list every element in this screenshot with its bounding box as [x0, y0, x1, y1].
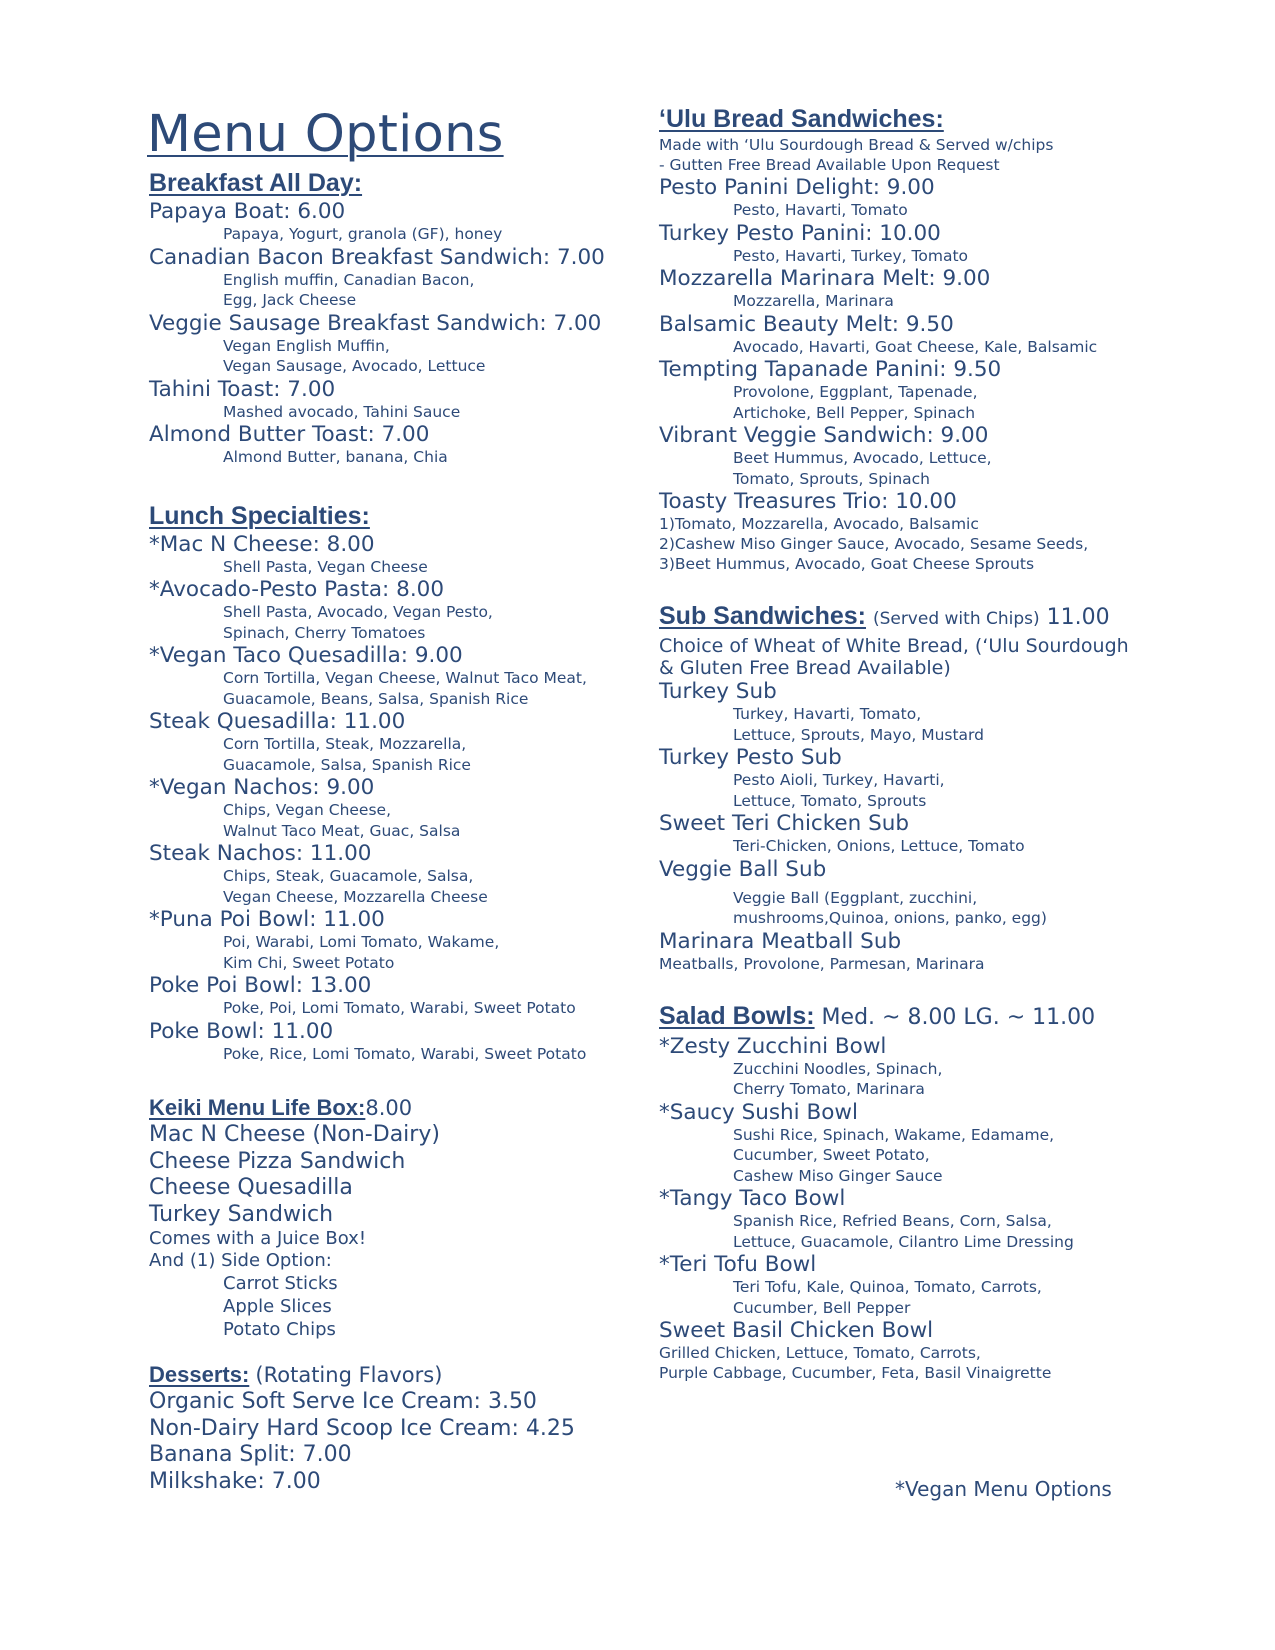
item-desc: Guacamole, Salsa, Spanish Rice — [223, 755, 471, 774]
item-desc: Spanish Rice, Refried Beans, Corn, Salsa, — [733, 1212, 1052, 1230]
item-name: Steak Nachos: 11.00 — [149, 841, 372, 866]
item-desc: Teri-Chicken, Onions, Lettuce, Tomato — [733, 837, 1025, 855]
keiki-heading: Keiki Menu Life Box:8.00 — [149, 1095, 413, 1120]
trio-line: 1)Tomato, Mozzarella, Avocado, Balsamic — [659, 515, 979, 533]
menu-item — [659, 1318, 1229, 1383]
item-name: Turkey Pesto Panini: 10.00 — [659, 220, 941, 246]
item-name: *Vegan Taco Quesadilla: 9.00 — [149, 643, 463, 668]
ulu-note: Made with ‘Ulu Sourdough Bread & Served w/chips — [659, 136, 1054, 154]
keiki-item: Cheese Quesadilla — [149, 1175, 353, 1200]
keiki-item: Cheese Pizza Sandwich — [149, 1148, 406, 1174]
item-name: Sweet Teri Chicken Sub — [659, 811, 910, 836]
menu-item — [149, 1019, 619, 1065]
item-desc: Beet Hummus, Avocado, Lettuce, — [733, 449, 992, 467]
item-name: *Mac N Cheese: 8.00 — [149, 531, 375, 557]
item-desc: Pesto, Havarti, Turkey, Tomato — [733, 246, 969, 265]
item-name: Pesto Panini Delight: 9.00 — [659, 175, 935, 200]
item-name: *Zesty Zucchini Bowl — [659, 1033, 887, 1059]
keiki-section — [149, 1094, 619, 1341]
item-name: *Vegan Nachos: 9.00 — [149, 775, 375, 800]
item-name: Balsamic Beauty Melt: 9.50 — [659, 311, 954, 337]
lunch-section — [149, 500, 619, 1065]
menu-item — [659, 489, 1229, 574]
salads-section — [659, 1000, 1229, 1384]
menu-item — [149, 422, 619, 468]
item-desc: Papaya, Yogurt, granola (GF), honey — [223, 225, 503, 243]
item-name: *Avocado-Pesto Pasta: 8.00 — [149, 577, 445, 602]
item-desc: Corn Tortilla, Steak, Mozzarella, — [223, 735, 467, 753]
menu-item — [149, 532, 619, 578]
subs-heading: Sub Sandwiches: (Served with Chips) 11.00 — [659, 602, 1110, 630]
keiki-item: Mac N Cheese (Non-Dairy) — [149, 1122, 440, 1147]
trio-line: 2)Cashew Miso Ginger Sauce, Avocado, Sesame Seeds, — [659, 535, 1089, 553]
keiki-item: Turkey Sandwich — [149, 1201, 334, 1227]
item-desc: Mozzarella, Marinara — [733, 292, 894, 310]
item-desc: Shell Pasta, Vegan Cheese — [223, 557, 428, 576]
lunch-heading: Lunch Specialties: — [149, 501, 370, 530]
item-name: Veggie Ball Sub — [659, 856, 827, 882]
item-desc: Shell Pasta, Avocado, Vegan Pesto, — [223, 603, 493, 621]
item-desc: Pesto Aioli, Turkey, Havarti, — [733, 771, 945, 789]
keiki-side: Potato Chips — [223, 1319, 336, 1340]
menu-item — [149, 709, 619, 775]
item-desc: Sushi Rice, Spinach, Wakame, Edamame, — [733, 1125, 1055, 1144]
dessert-item: Non-Dairy Hard Scoop Ice Cream: 4.25 — [149, 1415, 575, 1441]
subs-section — [659, 600, 1229, 974]
item-name: Steak Quesadilla: 11.00 — [149, 709, 406, 734]
menu-item — [149, 199, 619, 245]
item-desc: Lettuce, Tomato, Sprouts — [733, 791, 927, 810]
ulu-heading: ‘Ulu Bread Sandwiches: — [659, 105, 944, 133]
item-desc: Lettuce, Guacamole, Cilantro Lime Dressing — [733, 1232, 1074, 1251]
item-name: Mozzarella Marinara Melt: 9.00 — [659, 266, 991, 291]
subs-note: & Gluten Free Bread Available) — [659, 657, 951, 679]
menu-item — [149, 775, 619, 841]
item-name: Poke Bowl: 11.00 — [149, 1018, 334, 1044]
subs-served: (Served with Chips) — [872, 609, 1040, 629]
menu-item — [149, 907, 619, 973]
item-desc: Teri Tofu, Kale, Quinoa, Tomato, Carrots, — [733, 1278, 1042, 1296]
menu-item — [149, 377, 619, 423]
salads-prices: Med. ~ 8.00 LG. ~ 11.00 — [821, 1004, 1096, 1030]
breakfast-section — [149, 167, 619, 468]
keiki-note: And (1) Side Option: — [149, 1250, 332, 1271]
item-desc: Guacamole, Beans, Salsa, Spanish Rice — [223, 689, 529, 708]
menu-item — [659, 312, 1229, 358]
item-name: Papaya Boat: 6.00 — [149, 199, 346, 224]
menu-item — [659, 357, 1229, 423]
item-desc: Poi, Warabi, Lomi Tomato, Wakame, — [223, 933, 500, 951]
right-column — [659, 103, 1229, 1383]
item-desc: Chips, Vegan Cheese, — [223, 801, 392, 819]
item-name: *Saucy Sushi Bowl — [659, 1099, 858, 1125]
keiki-side: Carrot Sticks — [223, 1273, 338, 1294]
menu-item — [149, 973, 619, 1019]
ulu-note: - Gutten Free Bread Available Upon Request — [659, 156, 1000, 174]
menu-item — [149, 841, 619, 907]
item-desc: Avocado, Havarti, Goat Cheese, Kale, Balsamic — [733, 337, 1098, 356]
menu-item — [659, 423, 1229, 489]
menu-item — [659, 266, 1229, 312]
vegan-footnote: *Vegan Menu Options — [895, 1477, 1112, 1501]
menu-item — [659, 221, 1229, 267]
menu-item — [149, 577, 619, 643]
item-desc: Veggie Ball (Eggplant, zucchini, — [733, 888, 978, 907]
item-desc: Provolone, Eggplant, Tapenade, — [733, 383, 978, 401]
item-desc: Vegan Sausage, Avocado, Lettuce — [223, 357, 486, 375]
item-name: *Puna Poi Bowl: 11.00 — [149, 907, 385, 932]
ulu-section — [659, 103, 1229, 574]
item-desc: Walnut Taco Meat, Guac, Salsa — [223, 821, 461, 840]
keiki-note: Comes with a Juice Box! — [149, 1228, 367, 1249]
item-desc: Cucumber, Sweet Potato, — [733, 1146, 930, 1164]
subs-note: Choice of Wheat of White Bread, (‘Ulu Sourdough — [659, 635, 1129, 657]
item-name: Tahini Toast: 7.00 — [149, 376, 336, 402]
menu-item — [659, 1252, 1229, 1318]
item-desc: English muffin, Canadian Bacon, — [223, 270, 475, 289]
menu-item — [659, 1100, 1229, 1187]
salads-heading: Salad Bowls: Med. ~ 8.00 LG. ~ 11.00 — [659, 1001, 1096, 1030]
item-desc: mushrooms,Quinoa, onions, panko, egg) — [733, 909, 1047, 927]
item-desc: Chips, Steak, Guacamole, Salsa, — [223, 867, 474, 885]
subs-price: 11.00 — [1046, 605, 1110, 630]
keiki-price: 8.00 — [365, 1096, 413, 1120]
item-desc: Pesto, Havarti, Tomato — [733, 201, 908, 219]
dessert-item: Milkshake: 7.00 — [149, 1468, 321, 1494]
item-desc: Artichoke, Bell Pepper, Spinach — [733, 403, 976, 422]
menu-item — [659, 175, 1229, 221]
left-column — [149, 105, 619, 1495]
item-desc: Corn Tortilla, Vegan Cheese, Walnut Taco Meat, — [223, 669, 587, 687]
item-name: *Teri Tofu Bowl — [659, 1252, 817, 1277]
desserts-section — [149, 1361, 619, 1495]
desserts-heading: Desserts: (Rotating Flavors) — [149, 1362, 443, 1387]
item-desc: Kim Chi, Sweet Potato — [223, 953, 395, 972]
keiki-side: Apple Slices — [223, 1296, 332, 1317]
item-name: Canadian Bacon Breakfast Sandwich: 7.00 — [149, 244, 605, 270]
item-desc: Tomato, Sprouts, Spinach — [733, 469, 931, 488]
item-desc: Turkey, Havarti, Tomato, — [733, 705, 922, 723]
item-desc: Lettuce, Sprouts, Mayo, Mustard — [733, 725, 984, 744]
menu-item — [659, 929, 1229, 974]
item-desc: Vegan Cheese, Mozzarella Cheese — [223, 887, 488, 906]
trio-line: 3)Beet Hummus, Avocado, Goat Cheese Sprouts — [659, 555, 1035, 573]
item-desc: Cashew Miso Ginger Sauce — [733, 1166, 943, 1185]
menu-item — [659, 857, 1229, 929]
item-desc: Cucumber, Bell Pepper — [733, 1298, 911, 1317]
desserts-note: (Rotating Flavors) — [255, 1363, 443, 1387]
item-name: Almond Butter Toast: 7.00 — [149, 422, 430, 447]
item-desc: Vegan English Muffin, — [223, 336, 390, 355]
item-desc: Poke, Rice, Lomi Tomato, Warabi, Sweet Potato — [223, 1044, 587, 1063]
item-desc: Egg, Jack Cheese — [223, 291, 357, 309]
item-desc: Poke, Poi, Lomi Tomato, Warabi, Sweet Potato — [223, 999, 576, 1017]
item-desc: Cherry Tomato, Marinara — [733, 1080, 925, 1098]
item-desc: Zucchini Noodles, Spinach, — [733, 1059, 943, 1078]
menu-item — [659, 811, 1229, 857]
item-desc: Spinach, Cherry Tomatoes — [223, 623, 426, 642]
item-name: Poke Poi Bowl: 13.00 — [149, 973, 372, 998]
item-desc: Meatballs, Provolone, Parmesan, Marinara — [659, 954, 985, 973]
item-name: Marinara Meatball Sub — [659, 928, 902, 954]
menu-item — [149, 245, 619, 311]
item-desc: Mashed avocado, Tahini Sauce — [223, 402, 461, 421]
menu-item — [659, 1034, 1229, 1100]
menu-item — [149, 311, 619, 377]
item-desc: Grilled Chicken, Lettuce, Tomato, Carrots, — [659, 1344, 981, 1362]
item-name: Veggie Sausage Breakfast Sandwich: 7.00 — [149, 310, 602, 336]
dessert-item: Organic Soft Serve Ice Cream: 3.50 — [149, 1389, 537, 1414]
page-title: Menu Options — [147, 105, 504, 164]
menu-item — [659, 745, 1229, 811]
item-desc: Almond Butter, banana, Chia — [223, 448, 448, 466]
item-name: *Tangy Taco Bowl — [659, 1186, 846, 1211]
item-name: Sweet Basil Chicken Bowl — [659, 1318, 934, 1343]
menu-item — [659, 679, 1229, 745]
menu-item — [659, 1186, 1229, 1252]
dessert-item: Banana Split: 7.00 — [149, 1442, 352, 1467]
item-name: Turkey Pesto Sub — [659, 745, 842, 770]
breakfast-heading: Breakfast All Day: — [149, 169, 363, 197]
menu-item — [149, 643, 619, 709]
item-name: Tempting Tapanade Panini: 9.50 — [659, 357, 1002, 382]
item-name: Turkey Sub — [659, 679, 777, 704]
item-name: Vibrant Veggie Sandwich: 9.00 — [659, 423, 989, 448]
item-desc: Purple Cabbage, Cucumber, Feta, Basil Vinaigrette — [659, 1364, 1052, 1382]
item-name: Toasty Treasures Trio: 10.00 — [659, 489, 957, 514]
